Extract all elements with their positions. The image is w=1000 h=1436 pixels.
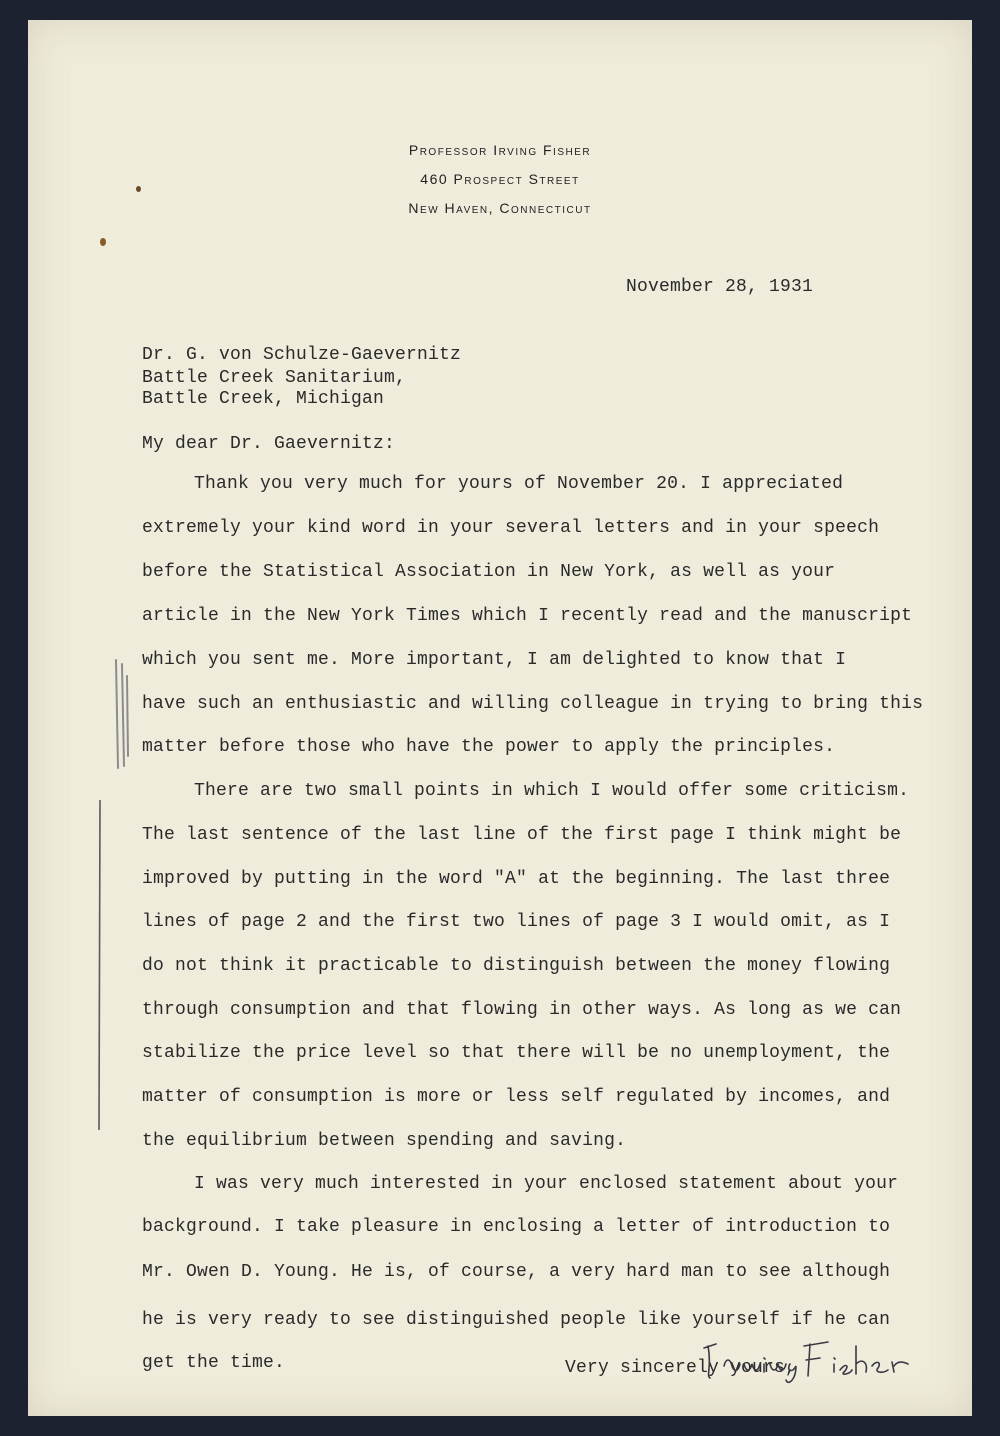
body-line: extremely your kind word in your several letters and in your speech [142, 518, 880, 538]
body-line: Thank you very much for yours of November 20. I appreciated [194, 474, 844, 494]
recipient-city: Battle Creek, Michigan [142, 389, 385, 409]
paper-spot [100, 238, 106, 246]
letterhead-name: Professor Irving Fisher [408, 142, 592, 158]
body-line: matter of consumption is more or less self regulated by incomes, and [142, 1087, 891, 1107]
letterhead-street: 460 Prospect Street [420, 171, 580, 187]
signature [700, 1336, 930, 1386]
body-line: the equilibrium between spending and saving. [142, 1131, 627, 1151]
body-line: background. I take pleasure in enclosing a letter of introduction to [142, 1217, 891, 1237]
body-line: matter before those who have the power to apply the principles. [142, 737, 836, 757]
body-line: stabilize the price level so that there will be no unemployment, the [142, 1043, 891, 1063]
recipient-institution: Battle Creek Sanitarium, [142, 368, 407, 388]
pencil-mark [112, 656, 134, 772]
body-line: he is very ready to see distinguished people like yourself if he can [142, 1310, 891, 1330]
body-line: before the Statistical Association in New York, as well as your [142, 562, 836, 582]
body-line: There are two small points in which I would offer some criticism. [194, 781, 910, 801]
body-line: Mr. Owen D. Young. He is, of course, a very hard man to see although [142, 1262, 891, 1282]
letter-page [28, 20, 972, 1416]
body-line: have such an enthusiastic and willing colleague in trying to bring this [142, 694, 924, 714]
body-line: lines of page 2 and the first two lines of page 3 I would omit, as I [142, 912, 891, 932]
body-line: do not think it practicable to distinguish between the money flowing [142, 956, 891, 976]
recipient-name: Dr. G. von Schulze-Gaevernitz [142, 345, 462, 365]
body-line: which you sent me. More important, I am delighted to know that I [142, 650, 847, 670]
body-line: The last sentence of the last line of the first page I think might be [142, 825, 902, 845]
letterhead-city: New Haven, Connecticut [408, 200, 592, 216]
body-line: article in the New York Times which I recently read and the manuscript [142, 606, 913, 626]
salutation: My dear Dr. Gaevernitz: [142, 434, 396, 454]
body-line: get the time. [142, 1353, 286, 1373]
body-line: improved by putting in the word "A" at the beginning. The last three [142, 869, 891, 889]
letter-date: November 28, 1931 [626, 277, 814, 297]
margin-line [98, 800, 102, 1130]
closing: Very sincerely yours, [565, 1358, 797, 1378]
body-line: through consumption and that flowing in other ways. As long as we can [142, 1000, 902, 1020]
body-line: I was very much interested in your enclosed statement about your [194, 1174, 899, 1194]
